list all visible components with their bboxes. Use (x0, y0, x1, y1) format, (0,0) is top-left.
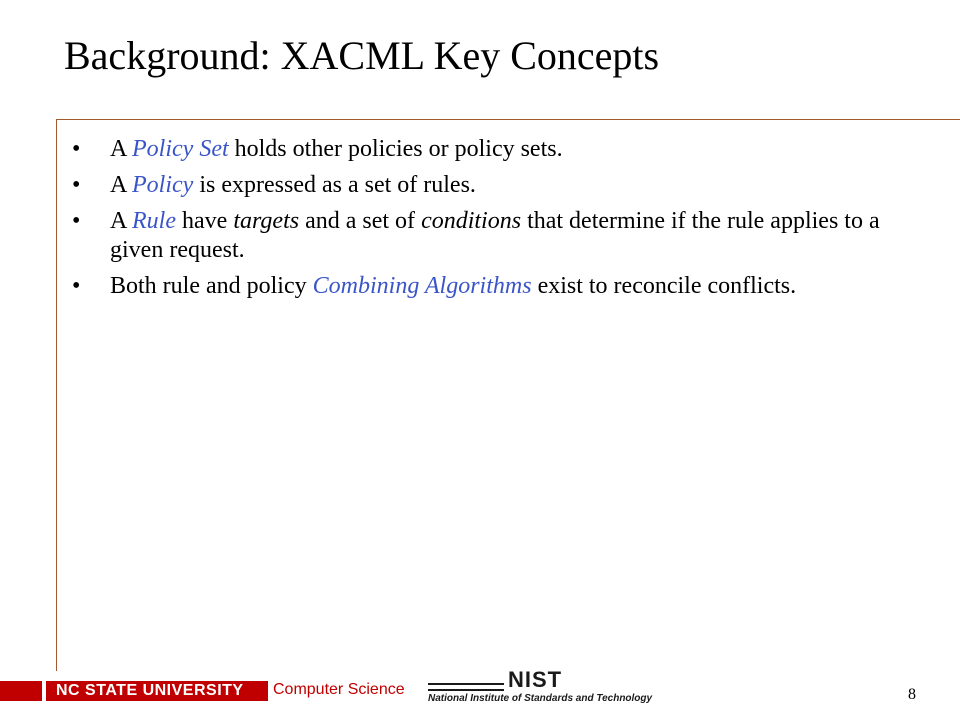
bullet-text-part: A (110, 136, 133, 162)
term-rule: Rule (132, 208, 176, 234)
bullet-text-part: A (110, 208, 133, 234)
bullet-item (72, 171, 932, 200)
bullet-text-part: A (110, 172, 133, 198)
bullet-item (72, 135, 932, 164)
bullet-marker: • (72, 172, 81, 198)
bullet-list (72, 135, 932, 308)
bullet-text-part: holds other policies or policy sets. (228, 136, 563, 162)
bullet-text-part: is expressed as a set of rules. (193, 172, 476, 198)
footer-red-bar (0, 681, 42, 701)
term-targets: targets (233, 208, 300, 234)
nist-logo-word: NIST (508, 667, 563, 692)
bullet-marker: • (72, 208, 81, 234)
bullet-item (72, 272, 932, 301)
bullet-text-part: that determine if the rule applies to a given request. (110, 208, 880, 263)
bullet-text-part: Both rule and policy (110, 273, 313, 299)
nist-logo-subtitle: National Institute of Standards and Technology (428, 693, 653, 704)
term-combining-algorithms: Combining Algorithms (312, 273, 532, 299)
bullet-marker: • (72, 136, 81, 162)
bullet-text-part: exist to reconcile conflicts. (531, 273, 797, 299)
department-label: Computer Science (273, 681, 405, 698)
bullet-text-part: have (176, 208, 234, 234)
slide-title: Background: XACML Key Concepts (64, 33, 660, 78)
page-number: 8 (908, 686, 916, 703)
title-divider (56, 119, 960, 120)
bullet-text-part: and a set of (299, 208, 422, 234)
bullet-item (72, 207, 932, 265)
term-conditions: conditions (421, 208, 522, 234)
bullet-marker: • (72, 273, 81, 299)
ncsu-logo: NC STATE UNIVERSITY (46, 681, 268, 701)
term-policy: Policy (132, 172, 194, 198)
content-left-border (56, 119, 57, 671)
term-policy-set: Policy Set (132, 136, 229, 162)
nist-logo-lines (428, 683, 504, 691)
nist-logo (428, 668, 664, 710)
